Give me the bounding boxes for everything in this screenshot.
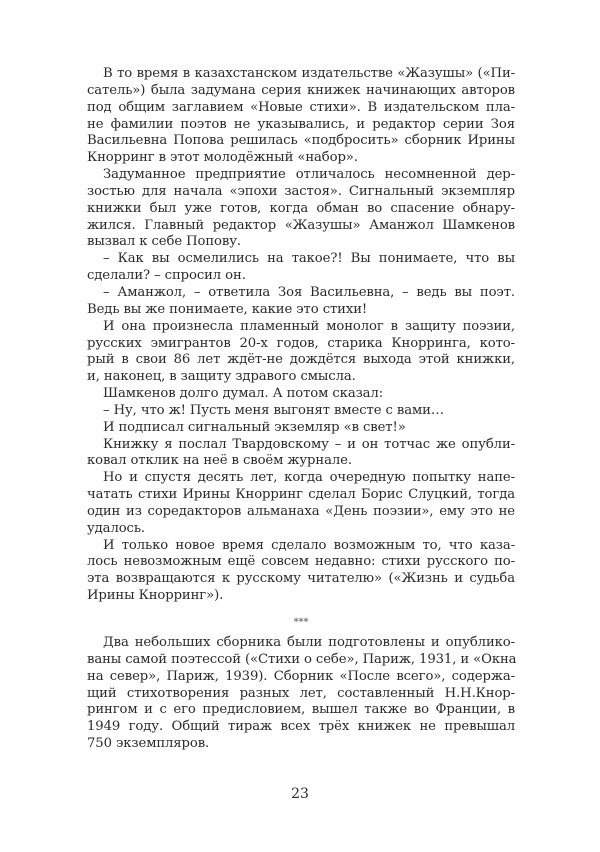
text-line: ваны самой поэтессой («Стихи о себе», Париж, 1931, и «Окна [87, 651, 517, 667]
text-line: рый в свои 86 лет ждёт-не дождётся выхода этой книжки, [87, 352, 515, 368]
text-line: Но и спустя десять лет, когда очередную попытку напе- [103, 470, 515, 486]
text-line: один из соредакторов альманаха «День поэзии», ему это не [87, 503, 515, 519]
paragraph [87, 538, 515, 605]
text-line: Задуманное предприятие отличалось несомненной дер- [103, 167, 515, 183]
section-1 [87, 66, 515, 605]
text-line: сатель») была задумана серия книжек начинающих авторов [87, 82, 515, 98]
section-2 [87, 635, 515, 753]
paragraph [87, 251, 515, 285]
text-line: Шамкенов долго думал. А потом сказал: [103, 386, 384, 402]
text-line: на север», Париж, 1939). Сборник «После всего», содержа- [87, 668, 515, 684]
text-line: – Аманжол, – ответила Зоя Васильевна, – ведь вы поэт. [103, 284, 515, 300]
text-line: Два небольших сборника были подготовлены и опублико- [103, 635, 515, 650]
text-line: под общим заглавием «Новые стихи». В издательском пла- [87, 99, 515, 115]
text-line: Ирины Кнорринг»). [87, 588, 224, 604]
paragraph [87, 319, 515, 386]
page-number: 23 [291, 786, 309, 802]
text-line: ковал отклик на неё в своём журнале. [87, 453, 352, 469]
section-separator: *** [293, 617, 309, 628]
paragraph [87, 285, 515, 319]
text-line: 1949 году. Общий тираж всех трёх книжек не превышал [87, 719, 515, 735]
text-line: Васильевна Попова решилась «подбросить» сборник Ирины [87, 133, 515, 149]
text-line: Ведь вы же понимаете, какие это стихи! [87, 301, 368, 317]
text-line: и, наконец, в защиту здравого смысла. [87, 369, 356, 385]
text-line: сделали? – спросил он. [87, 268, 246, 284]
text-line: зостью для начала «эпохи застоя». Сигнальный экземпляр [87, 183, 515, 199]
text-line: книжки был уже готов, когда обман во спасение обнару- [87, 200, 515, 216]
text-line: – Ну, что ж! Пусть меня выгонят вместе с вами… [103, 402, 444, 418]
paragraph [87, 403, 515, 420]
text-line: удалось. [87, 520, 146, 536]
text-line: щий стихотворения разных лет, составленный Н.Н.Кнор- [87, 685, 515, 701]
paragraph [87, 386, 515, 403]
text-line: жился. Главный редактор «Жазушы» Аманжол Шамкенов [87, 217, 515, 233]
text-line: русских эмигрантов 20-х годов, старика Кнорринга, кото- [87, 335, 515, 351]
text-line: Книжку я послал Твардовскому – и он тотчас же опубли- [103, 436, 515, 452]
text-line: чатать стихи Ирины Кнорринг сделал Борис Слуцкий, тогда [87, 487, 515, 503]
text-line: не фамилии поэтов не указывались, и редактор серии Зоя [87, 116, 515, 132]
paragraph [87, 437, 515, 471]
text-line: И только новое время сделало возможным то, что каза- [103, 537, 515, 553]
paragraph [87, 420, 515, 437]
text-line: И она произнесла пламенный монолог в защиту поэзии, [103, 318, 515, 334]
text-line: Кнорринг в этот молодёжный «набор». [87, 150, 358, 166]
text-line: И подписал сигнальный экземляр «в свет!» [103, 419, 406, 435]
paragraph [87, 167, 515, 251]
text-line: вызвал к себе Попову. [87, 234, 241, 250]
text-line: эта возвращаются к русскому читателю» («Жизнь и судьба [87, 571, 515, 587]
text-line: рингом и с его предисловием, вышел также во Франции, в [87, 702, 515, 718]
text-line: – Как вы осмелились на такое?! Вы понимаете, что вы [103, 251, 515, 267]
text-line: 750 экземпляров. [87, 736, 210, 752]
text-line: В то время в казахстанском издательстве «Жазушы» («Пи- [103, 66, 515, 81]
paragraph [87, 66, 515, 167]
page-body [87, 66, 515, 753]
paragraph [87, 470, 515, 537]
paragraph [87, 635, 515, 753]
text-line: лось невозможным ещё совсем недавно: стихи русского по- [87, 554, 515, 570]
